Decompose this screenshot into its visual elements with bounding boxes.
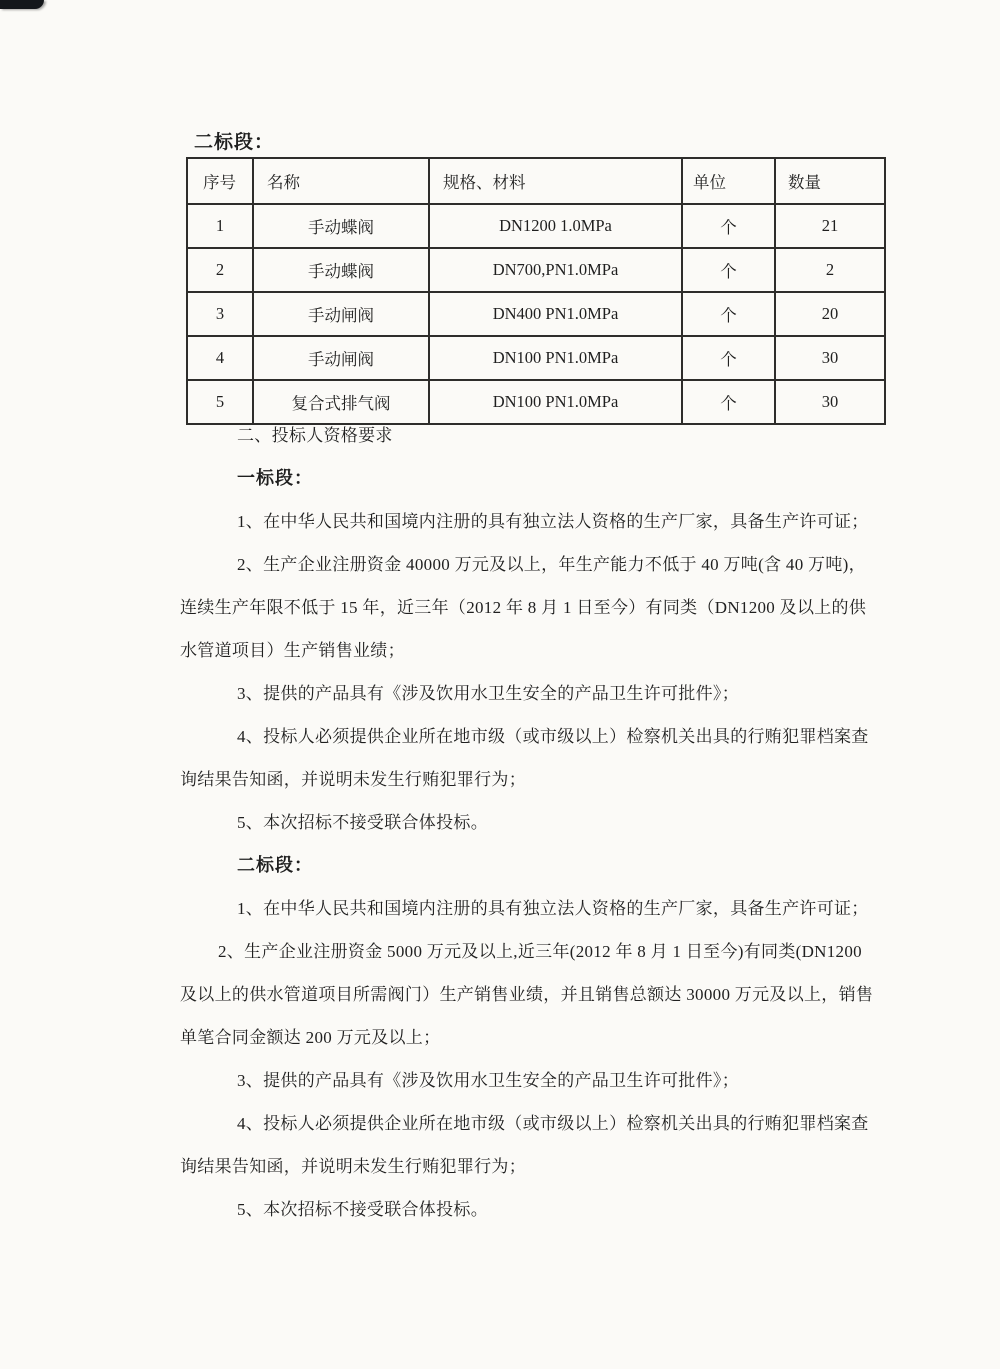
body-line: 5、本次招标不接受联合体投标。 [237, 1200, 488, 1219]
table-header-cell: 单位 [682, 158, 775, 204]
table-cell: 个 [682, 292, 775, 336]
table-cell: 手动闸阀 [253, 292, 429, 336]
table-cell: 2 [187, 248, 253, 292]
subheading-line: 二标段： [237, 855, 313, 875]
body-line: 3、提供的产品具有《涉及饮用水卫生安全的产品卫生许可批件》； [237, 684, 739, 703]
body-line: 5、本次招标不接受联合体投标。 [237, 813, 488, 832]
subheading-line: 一标段： [237, 468, 313, 488]
table-cell: 手动蝶阀 [253, 204, 429, 248]
table-cell: 2 [775, 248, 885, 292]
body-line: 2、生产企业注册资金 5000 万元及以上,近三年(2012 年 8 月 1 日至今)有同类(DN1200 [218, 942, 862, 961]
table-cell: DN100 PN1.0MPa [429, 380, 682, 424]
body-line: 连续生产年限不低于 15 年，近三年（2012 年 8 月 1 日至今）有同类（DN1200 及以上的供 [180, 598, 867, 617]
items-table-head [187, 158, 885, 204]
body-line: 及以上的供水管道项目所需阀门）生产销售业绩，并且销售总额达 30000 万元及以上，销售 [180, 985, 874, 1004]
scan-corner-artifact [0, 0, 44, 9]
body-line: 2、生产企业注册资金 40000 万元及以上，年生产能力不低于 40 万吨(含 40 万吨)， [237, 555, 866, 574]
items-table [186, 157, 886, 425]
table-row [187, 292, 885, 336]
body-line: 二、投标人资格要求 [237, 426, 393, 445]
body-line: 3、提供的产品具有《涉及饮用水卫生安全的产品卫生许可批件》； [237, 1071, 739, 1090]
table-row [187, 248, 885, 292]
table-row [187, 336, 885, 380]
table-cell: 30 [775, 380, 885, 424]
items-table-body [187, 204, 885, 424]
table-cell: 5 [187, 380, 253, 424]
table-header-cell: 名称 [253, 158, 429, 204]
table-cell: 手动蝶阀 [253, 248, 429, 292]
table-cell: DN1200 1.0MPa [429, 204, 682, 248]
table-row [187, 204, 885, 248]
body-line: 询结果告知函，并说明未发生行贿犯罪行为； [180, 1157, 526, 1176]
table-cell: 个 [682, 336, 775, 380]
table-cell: 个 [682, 204, 775, 248]
table-cell: DN700,PN1.0MPa [429, 248, 682, 292]
table-cell: 30 [775, 336, 885, 380]
body-line: 1、在中华人民共和国境内注册的具有独立法人资格的生产厂家，具备生产许可证； [237, 899, 869, 918]
table-cell: 个 [682, 380, 775, 424]
section-label-lot2: 二标段： [194, 132, 275, 153]
body-line: 1、在中华人民共和国境内注册的具有独立法人资格的生产厂家，具备生产许可证； [237, 512, 869, 531]
table-cell: 手动闸阀 [253, 336, 429, 380]
body-text [180, 414, 894, 1231]
body-line: 水管道项目）生产销售业绩； [180, 641, 405, 660]
table-cell: 20 [775, 292, 885, 336]
table-cell: DN100 PN1.0MPa [429, 336, 682, 380]
table-cell: 21 [775, 204, 885, 248]
body-line: 询结果告知函，并说明未发生行贿犯罪行为； [180, 770, 526, 789]
body-line: 4、投标人必须提供企业所在地市级（或市级以上）检察机关出具的行贿犯罪档案查 [237, 1114, 869, 1133]
table-header-row [187, 158, 885, 204]
table-header-cell: 序号 [187, 158, 253, 204]
table-cell: DN400 PN1.0MPa [429, 292, 682, 336]
table-cell: 4 [187, 336, 253, 380]
table-cell: 1 [187, 204, 253, 248]
table-cell: 3 [187, 292, 253, 336]
table-cell: 个 [682, 248, 775, 292]
body-line: 4、投标人必须提供企业所在地市级（或市级以上）检察机关出具的行贿犯罪档案查 [237, 727, 869, 746]
table-header-cell: 规格、材料 [429, 158, 682, 204]
table-header-cell: 数量 [775, 158, 885, 204]
table-cell: 复合式排气阀 [253, 380, 429, 424]
body-line: 单笔合同金额达 200 万元及以上； [180, 1028, 441, 1047]
